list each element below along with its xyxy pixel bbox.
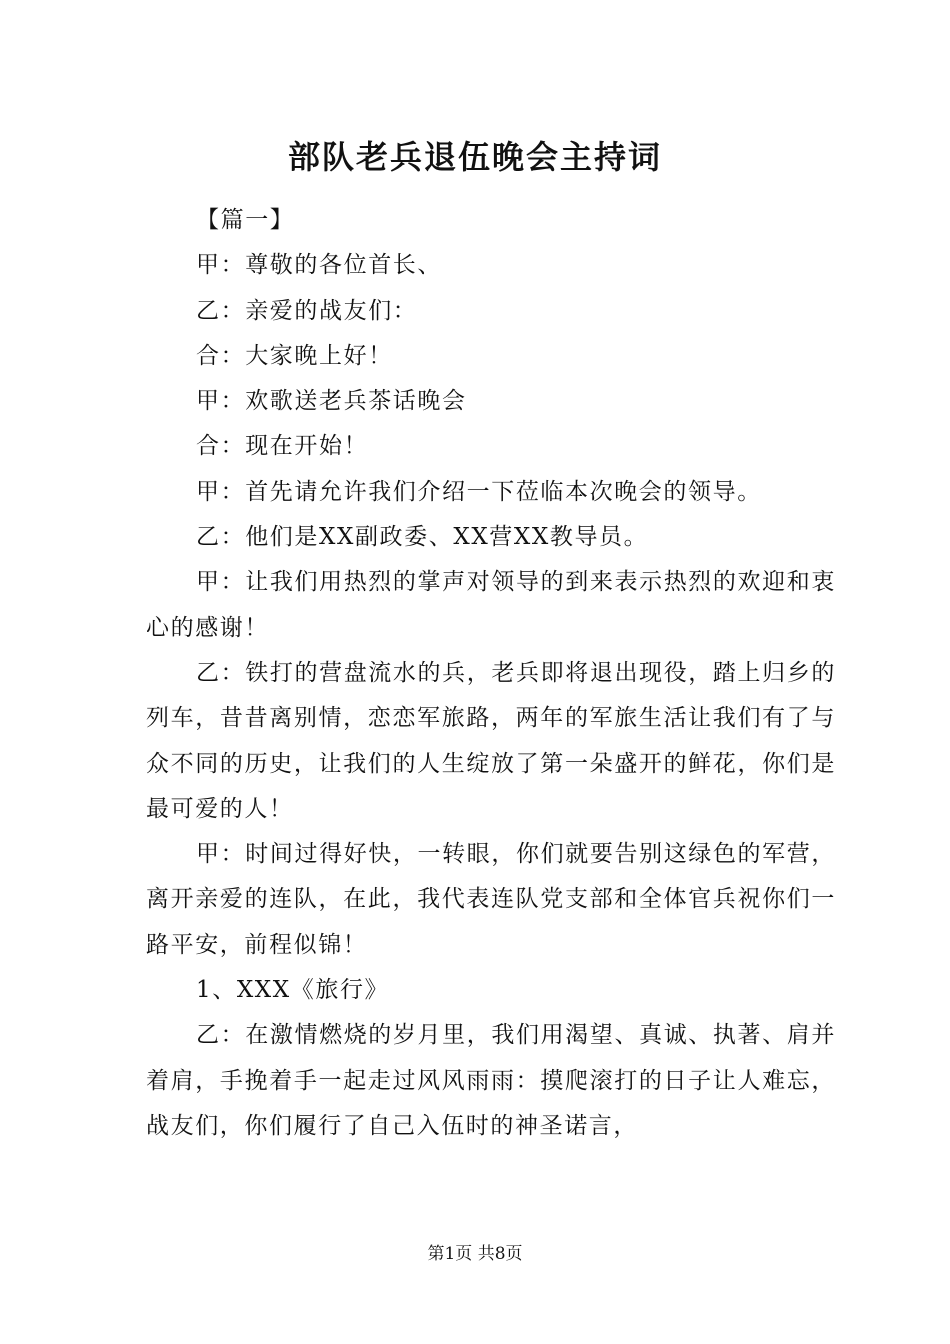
paragraph: 甲：让我们用热烈的掌声对领导的到来表示热烈的欢迎和衷心的感谢！ (146, 569, 836, 641)
page-footer: 第1页 共8页 (427, 1244, 523, 1264)
paragraph: 甲：时间过得好快，一转眼，你们就要告别这绿色的军营，离开亲爱的连队，在此，我代表连队党支部和全体官兵祝你们一路平安，前程似锦！ (146, 841, 836, 958)
document-title: 部队老兵退伍晚会主持词 (287, 138, 662, 176)
paragraph: 甲：首先请允许我们介绍一下莅临本次晚会的领导。 (196, 478, 762, 505)
paragraph: 合：大家晚上好！ (196, 342, 393, 369)
paragraph: 合：现在开始！ (196, 433, 369, 460)
paragraph: 乙：他们是XX副政委、XX营XX教导员。 (196, 524, 649, 551)
section-heading: 【篇一】 (196, 207, 295, 233)
paragraph: 乙：亲爱的战友们： (196, 297, 418, 324)
paragraph: 乙：铁打的营盘流水的兵，老兵即将退出现役，踏上归乡的列车，昔昔离别情，恋恋军旅路，两年的军旅生活让我们有了与众不同的历史，让我们的人生绽放了第一朵盛开的鲜花，你们是最可爱的人！ (146, 659, 836, 822)
program-item: 1、XXX《旅行》 (196, 977, 390, 1004)
paragraph: 乙：在激情燃烧的岁月里，我们用渴望、真诚、执著、肩并着肩，手挽着手一起走过风风雨雨：摸爬滚打的日子让人难忘，战友们，你们履行了自己入伍时的神圣诺言， (146, 1022, 836, 1139)
paragraph: 甲：欢歌送老兵茶话晚会 (196, 388, 467, 415)
document-body (146, 198, 836, 1149)
paragraph: 甲：尊敬的各位首长、 (196, 252, 442, 279)
